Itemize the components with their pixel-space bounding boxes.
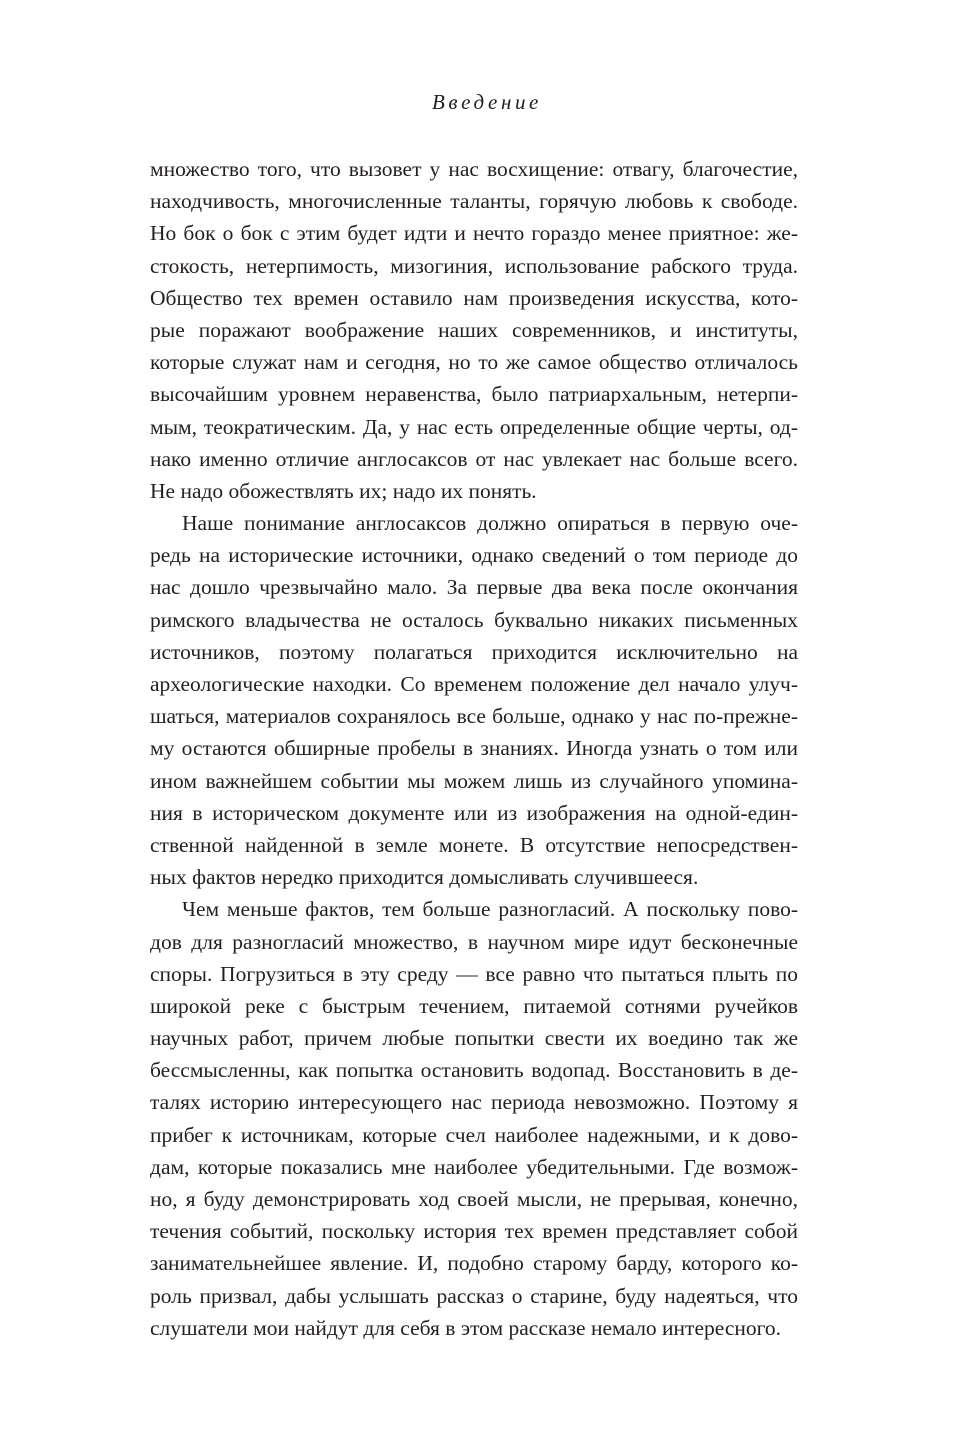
- text-line: ственной найденной в земле монете. В отсутствие непосредствен-: [150, 832, 798, 857]
- text-line: научных работ, причем любые попытки свести их воедино так же: [150, 1026, 798, 1051]
- text-line: Наше понимание англосаксов должно опираться в первую оче-: [182, 511, 798, 536]
- text-line: занимательнейшее явление. И, подобно старому барду, которого ко-: [150, 1251, 798, 1276]
- text-line: Чем меньше фактов, тем больше разногласий. А поскольку пово-: [182, 897, 798, 922]
- paragraph: [150, 507, 798, 893]
- text-line: ных фактов нередко приходится домысливать случившееся.: [150, 865, 699, 890]
- text-line: Но бок о бок с этим будет идти и нечто гораздо менее приятное: же-: [150, 221, 798, 246]
- text-line: множество того, что вызовет у нас восхищение: отвагу, благочестие,: [150, 157, 798, 181]
- text-line: прибег к источникам, которые счел наиболее надежными, и к дово-: [150, 1122, 798, 1147]
- text-line: но, я буду демонстрировать ход своей мысли, не прерывая, конечно,: [150, 1187, 798, 1211]
- text-line: течения событий, поскольку история тех времен представляет собой: [150, 1219, 798, 1244]
- text-line: мым, теократическим. Да, у нас есть определенные общие черты, од-: [150, 414, 798, 439]
- text-line: слушатели мои найдут для себя в этом рассказе немало интересного.: [150, 1315, 782, 1340]
- text-line: бессмысленны, как попытка остановить водопад. Восстановить в де-: [150, 1058, 798, 1083]
- text-line: редь на исторические источники, однако сведений о том периоде до: [150, 543, 798, 568]
- text-line: шаться, материалов сохранялось все больше, однако у нас по-прежне-: [150, 704, 798, 729]
- text-line: ином важнейшем событии мы можем лишь из случайного упомина-: [150, 768, 798, 793]
- text-line: высочайшим уровнем неравенства, было патриархальным, нетерпи-: [150, 382, 798, 407]
- text-line: источников, поэтому полагаться приходится исключительно на: [150, 639, 798, 664]
- text-line: широкой реке с быстрым течением, питаемой сотнями ручейков: [150, 993, 798, 1018]
- text-line: споры. Погрузиться в эту среду — все равно что пытаться плыть по: [150, 961, 798, 986]
- text-line: римского владычества не осталось буквально никаких письменных: [150, 607, 798, 632]
- paragraph: [150, 153, 798, 507]
- text-line: Не надо обожествлять их; надо их понять.: [150, 478, 537, 503]
- text-line: роль призвал, дабы услышать рассказ о старине, буду надеяться, что: [150, 1283, 798, 1308]
- body-text: [150, 153, 798, 1344]
- text-line: талях историю интересующего нас периода невозможно. Поэтому я: [150, 1090, 798, 1115]
- paragraph: [150, 893, 798, 1344]
- text-line: Общество тех времен оставило нам произведения искусства, кото-: [150, 285, 798, 310]
- text-line: дам, которые показались мне наиболее убедительными. Где возмож-: [150, 1154, 798, 1179]
- text-line: которые служат нам и сегодня, но то же самое общество отличалось: [150, 350, 798, 375]
- text-line: нас дошло чрезвычайно мало. За первые два века после окончания: [150, 575, 798, 600]
- text-line: нако именно отличие англосаксов от нас увлекает нас больше всего.: [150, 446, 798, 471]
- text-line: ния в историческом документе или из изображения на одной-един-: [150, 800, 798, 825]
- text-line: рые поражают воображение наших современников, и институты,: [150, 317, 798, 342]
- text-line: му остаются обширные пробелы в знаниях. Иногда узнать о том или: [150, 736, 798, 761]
- text-line: стокость, нетерпимость, мизогиния, использование рабского труда.: [150, 253, 798, 278]
- text-line: археологические находки. Со временем положение дел начало улуч-: [150, 672, 798, 696]
- running-head: Введение: [432, 90, 542, 114]
- text-line: дов для разногласий множество, в научном мире идут бесконечные: [150, 929, 798, 954]
- text-line: находчивость, многочисленные таланты, горячую любовь к свободе.: [150, 189, 798, 214]
